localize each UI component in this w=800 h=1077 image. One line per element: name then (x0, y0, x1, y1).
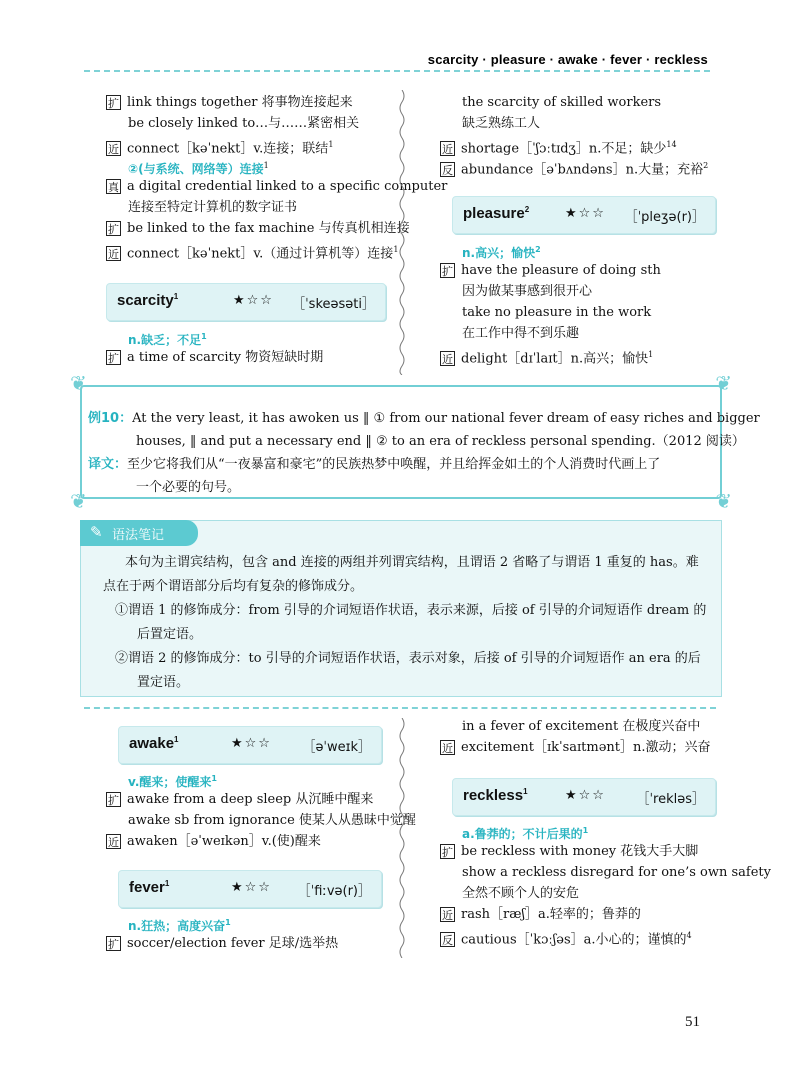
frequency-sup: 4 (686, 931, 692, 940)
sense-label: n.缺乏；不足$^1$ (128, 332, 207, 347)
translation-line-2: 一个必要的句号。 (136, 480, 241, 495)
tag-icon: 扩 (442, 846, 453, 859)
entry-line (440, 716, 740, 737)
line-text: cautious［ˈkɔːʃəs］a.小心的；谨慎的 (461, 932, 687, 948)
line-text: connect［kəˈnekt］v.（通过计算机等）连接 (127, 246, 394, 262)
line-text: 缺乏熟练工人 (462, 116, 541, 131)
entry-line (440, 841, 740, 862)
example-line-1: At the very least, it has awoken us ‖ ① from our national fever dream of easy riches and bigger (132, 411, 760, 426)
translation-label: 译文： (88, 457, 128, 472)
tag-icon: 近 (108, 143, 119, 157)
page-number: 51 (685, 1014, 700, 1030)
entry-word: fever$^1$ (129, 879, 170, 896)
frequency-sup: 14 (666, 140, 677, 149)
grammar-notes-title: 语法笔记 (112, 528, 165, 543)
phonetic: ［ˈpleʒə(r)］ (624, 210, 705, 225)
pen-icon: ✎ (90, 523, 103, 541)
line-text: 全然不顾个人的安危 (462, 886, 580, 901)
example-line-2: houses, ‖ and put a necessary end ‖ ② to an era of reckless personal spending.（2012 阅读） (136, 434, 745, 449)
frequency-sup: 1 (263, 161, 269, 170)
difficulty-stars: ★☆☆ (233, 293, 274, 308)
entry-line (106, 113, 396, 134)
line-text: awaken［əˈweɪkən］v.(使)醒来 (127, 834, 321, 849)
tag-icon: 扩 (442, 265, 453, 278)
grammar-paragraph-1: 本句为主谓宾结构，包含 and 连接的两组并列谓宾结构，且谓语 2 省略了与谓语 1 重复的 has。难 (125, 555, 699, 570)
entry-line (440, 260, 740, 281)
example-label: 例10： (88, 411, 133, 426)
entry-line (440, 155, 740, 176)
tag-icon: 近 (442, 143, 453, 157)
phonetic: ［ˈskeəsəti］ (292, 297, 375, 312)
difficulty-stars: ★☆☆ (231, 880, 272, 895)
sense-label: ②(与系统、网络等）连接 (128, 162, 264, 177)
frequency-sup: 2 (703, 161, 709, 170)
line-text: show a reckless disregard for one’s own safety (462, 865, 771, 880)
frequency-sup: 1 (393, 245, 399, 254)
grammar-notes-tab (80, 520, 198, 546)
entry-reckless-box (452, 778, 716, 816)
entry-line (106, 831, 396, 852)
entry-scarcity-box (106, 283, 386, 321)
entry-line (106, 176, 448, 197)
line-text: 连接至特定计算机的数字证书 (128, 200, 298, 215)
entry-awake-body (106, 768, 416, 852)
line-text: awake sb from ignorance 使某人从愚昧中觉醒 (128, 813, 416, 828)
sense-label: v.醒来；使醒来$^1$ (128, 774, 217, 789)
entry-reckless-body (440, 820, 771, 948)
entry-line (440, 134, 740, 155)
entry-line (440, 92, 740, 113)
line-text: abundance［əˈbʌndəns］n.大量；充裕 (461, 162, 704, 178)
entry-word: pleasure$^2$ (463, 205, 530, 222)
entry-line (440, 904, 740, 925)
entry-fever-body (106, 912, 396, 954)
line-text: have the pleasure of doing sth (461, 263, 661, 278)
page-header (0, 0, 800, 75)
tag-icon: 近 (442, 353, 453, 367)
entry-line (440, 883, 740, 904)
line-text: excitement［ɪkˈsaɪtmənt］n.激动；兴奋 (461, 740, 711, 755)
ornament-icon: ❦ (70, 489, 87, 513)
line-text: 因为做某事感到很开心 (462, 284, 593, 299)
entry-line (106, 92, 396, 113)
grammar-notes-box (80, 520, 722, 697)
tag-icon: 近 (108, 248, 119, 262)
line-text: the scarcity of skilled workers (462, 95, 662, 110)
entry-pleasure-box (452, 196, 716, 234)
sense-label: n.狂热；高度兴奋$^1$ (128, 918, 231, 933)
difficulty-stars: ★☆☆ (565, 788, 606, 803)
sense-label: a.鲁莽的；不计后果的$^1$ (462, 826, 589, 841)
entry-line (440, 344, 740, 365)
sense-label: n.高兴；愉快$^2$ (462, 245, 541, 260)
left-top-column (106, 92, 448, 262)
entry-line (106, 810, 416, 831)
difficulty-stars: ★☆☆ (565, 206, 606, 221)
line-text: shortage［ˈʃɔːtɪdʒ］n.不足；缺少 (461, 141, 667, 157)
line-text: 在工作中得不到乐趣 (462, 326, 580, 341)
line-text: be reckless with money 花钱大手大脚 (461, 844, 699, 859)
line-text: soccer/election fever 足球/选举热 (127, 936, 339, 951)
grammar-point-1b: 后置定语。 (137, 627, 203, 642)
tag-icon: 真 (108, 181, 119, 194)
line-text: a digital credential linked to a specific computer (127, 179, 448, 194)
entry-line (106, 239, 399, 262)
header-rule (84, 70, 710, 72)
line-text: delight［dɪˈlaɪt］n.高兴；愉快 (461, 351, 649, 367)
entry-line (106, 134, 396, 155)
tag-icon: 扩 (108, 938, 119, 951)
entry-word: awake$^1$ (129, 735, 179, 752)
entry-fever-box (118, 870, 382, 908)
entry-scarcity-body (106, 326, 396, 368)
grammar-paragraph-1b: 点在于两个谓语部分后均有复杂的修饰成分。 (103, 579, 364, 594)
tag-icon: 扩 (108, 223, 119, 236)
header-title: scarcity · pleasure · awake · fever · reckless (427, 52, 708, 67)
tag-icon: 扩 (108, 97, 119, 110)
entry-line (440, 281, 740, 302)
grammar-point-2b: 置定语。 (137, 675, 190, 690)
line-text: a time of scarcity 物资短缺时期 (127, 350, 324, 365)
grammar-point-2: ②谓语 2 的修饰成分：to 引导的介词短语作状语，表示对象，后接 of 引导的介词短语作 an era 的后 (115, 651, 701, 666)
phonetic: ［ˈfiːvə(r)］ (297, 884, 371, 899)
tag-icon: 反 (442, 164, 453, 178)
column-divider (398, 90, 406, 375)
example-sentence-box (70, 371, 760, 513)
entry-awake-box (118, 726, 382, 764)
phonetic: ［ˈrekləs］ (636, 792, 705, 807)
line-text: in a fever of excitement 在极度兴奋中 (462, 719, 701, 734)
entry-line (440, 302, 740, 323)
tag-icon: 扩 (108, 352, 119, 365)
line-text: take no pleasure in the work (462, 305, 652, 320)
difficulty-stars: ★☆☆ (231, 736, 272, 751)
entry-pleasure-body (440, 239, 740, 365)
entry-word: reckless$^1$ (463, 787, 528, 804)
column-divider (398, 718, 406, 958)
entry-line (106, 218, 410, 239)
frequency-sup: 1 (648, 350, 654, 359)
grammar-point-1: ①谓语 1 的修饰成分：from 引导的介词短语作状语，表示来源，后接 of 引导的介词短语作 dream 的 (115, 603, 707, 618)
tag-icon: 反 (442, 934, 453, 948)
line-text: link things together 将事物连接起来 (127, 95, 353, 110)
entry-word: scarcity$^1$ (117, 292, 179, 309)
entry-line (106, 789, 396, 810)
entry-line (106, 197, 396, 218)
entry-line (440, 113, 740, 134)
line-text: rash［ræʃ］a.轻率的；鲁莽的 (461, 907, 641, 922)
entry-line (106, 155, 396, 176)
tag-icon: 近 (108, 836, 119, 849)
ornament-icon: ❦ (715, 489, 732, 513)
line-text: connect［kəˈnekt］v.连接；联结 (127, 141, 329, 157)
phonetic: ［əˈweɪk］ (302, 740, 371, 755)
entry-line (106, 347, 396, 368)
line-text: awake from a deep sleep 从沉睡中醒来 (127, 792, 374, 807)
section-rule (84, 707, 716, 709)
entry-line (440, 737, 740, 758)
tag-icon: 近 (442, 909, 453, 922)
entry-line (440, 323, 740, 344)
frequency-sup: 1 (328, 140, 334, 149)
tag-icon: 扩 (108, 794, 119, 807)
line-text: be linked to the fax machine 与传真机相连接 (127, 221, 410, 236)
ornament-icon: ❦ (70, 371, 87, 395)
tag-icon: 近 (442, 742, 453, 755)
ornament-icon: ❦ (715, 371, 732, 395)
entry-line (106, 933, 396, 954)
entry-line (440, 925, 740, 946)
right-top-column (440, 92, 740, 176)
line-text: be closely linked to…与……紧密相关 (128, 116, 360, 131)
right-bottom-column (440, 716, 740, 758)
entry-line (440, 862, 771, 883)
translation-line-1: 至少它将我们从“一夜暴富和豪宅”的民族热梦中唤醒，并且给挥金如土的个人消费时代画上了 (127, 457, 661, 472)
